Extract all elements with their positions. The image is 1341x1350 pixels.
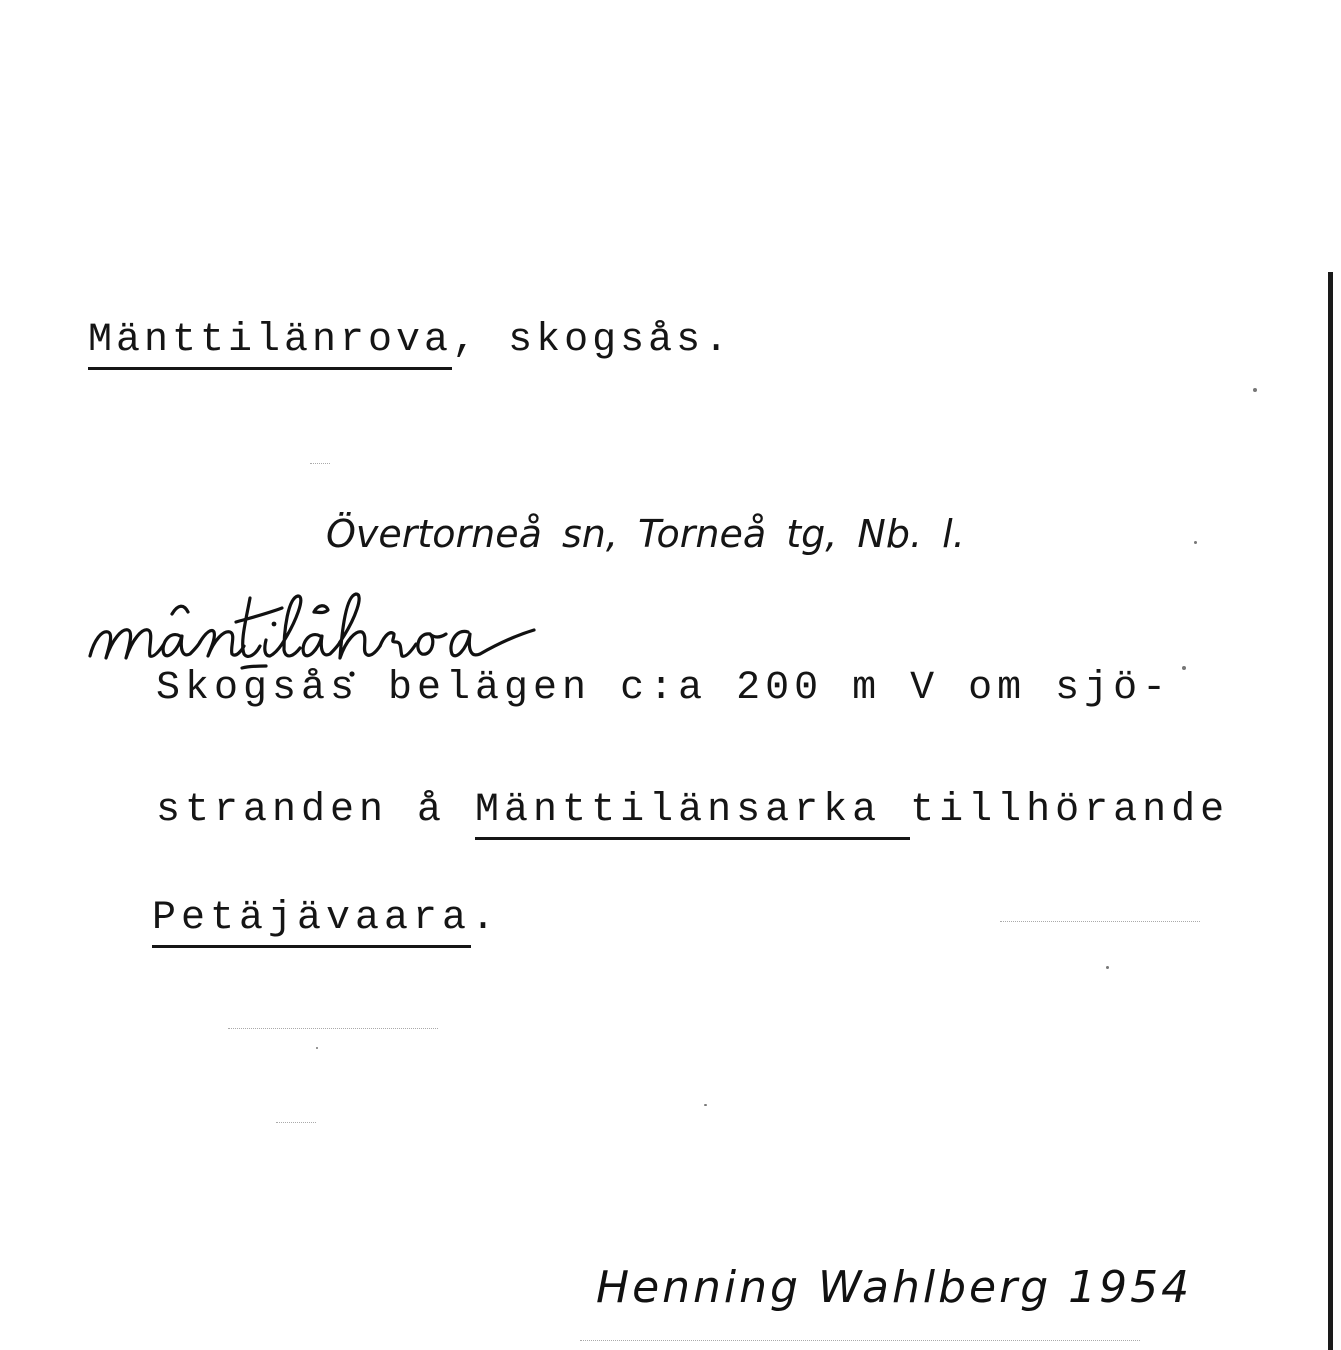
headword: Mänttilänrova [88, 318, 452, 370]
scan-mark [276, 1122, 316, 1123]
location-line: Övertorneå sn, Torneå tg, Nb. l. [326, 512, 965, 556]
description-line-1: Skogsås belägen c:a 200 m V om sjö- [156, 666, 1172, 711]
scan-speck [316, 1047, 318, 1049]
scan-speck [1106, 966, 1109, 969]
description-line-2-start: stranden å [156, 788, 476, 833]
headword-line [88, 318, 732, 363]
description-line-3-end: . [471, 896, 501, 941]
scan-speck [704, 1104, 707, 1106]
scan-speck [1194, 541, 1197, 544]
place-name-petajavaara: Petäjävaara [152, 896, 471, 948]
description-line-2 [156, 788, 1229, 833]
description-line-2-end: tillhörande [910, 788, 1230, 833]
scan-mark [310, 463, 330, 464]
place-name-manttilansarka: Mänttilänsarka [475, 788, 910, 840]
scan-speck [1182, 666, 1186, 670]
signature: Henning Wahlberg 1954 [596, 1262, 1193, 1313]
card-edge-line [1328, 272, 1333, 1350]
scan-mark [228, 1028, 438, 1029]
headword-suffix: , skogsås. [452, 318, 733, 363]
scan-mark [1000, 921, 1200, 922]
scan-speck [1253, 388, 1257, 392]
scan-mark [580, 1340, 1140, 1341]
description-line-3 [152, 896, 500, 941]
